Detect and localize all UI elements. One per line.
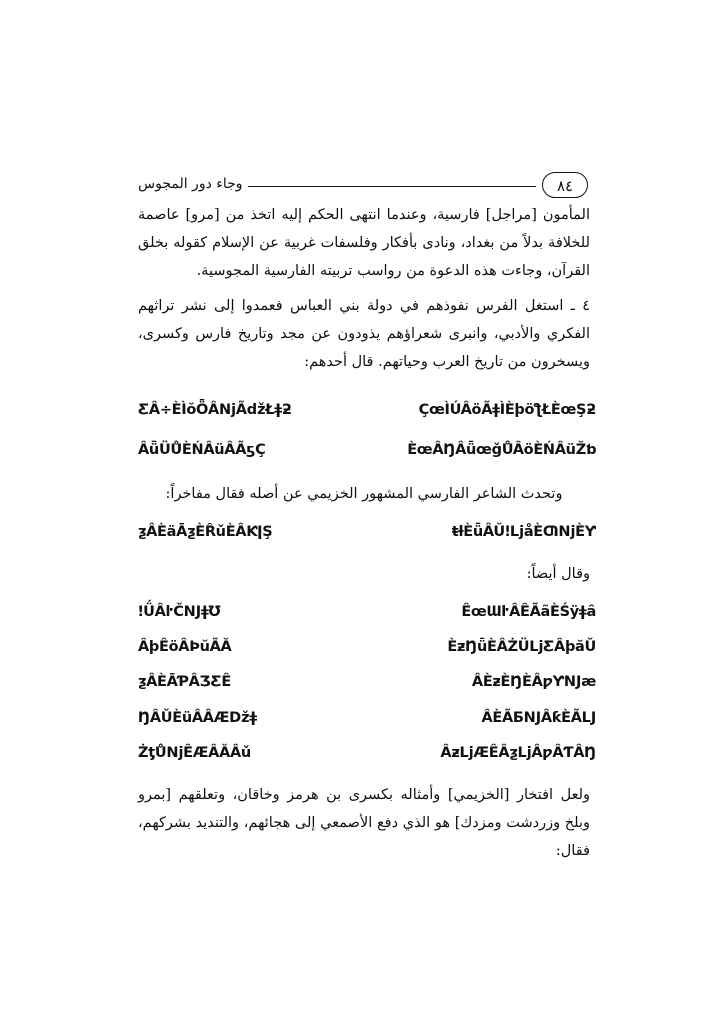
verse-line	[138, 738, 596, 768]
transition-paragraph	[138, 560, 590, 588]
verse-first-hemistich: ÈœÂŊÂǖœǧŮÂöÈŃÂüŽƅ	[407, 442, 596, 458]
verse-second-hemistich: ÂǖÜŮÈŃÂüÂÃƽÇ	[138, 442, 266, 458]
transition-text: وقال أيضاً:	[526, 566, 590, 582]
verse-second-hemistich: ƺÂÈäĀƺÈȒǔÈÂƘǀŞ	[138, 524, 273, 540]
closing-text: ولعل افتخار [الخزيمي] وأمثاله بكسرى بن هرمز وخاقان، وتعلقهم [بمرو وبلخ وزردشت ومزدك] هو الذي دفع الأصمعي إلى هجائهم، والتنديد بشركهم، فقال:	[138, 787, 590, 859]
running-title: وجاء دور المجوس	[138, 176, 243, 192]
verse-second-hemistich: ÂþÊöÂÞŭÃǍ	[138, 639, 232, 655]
verse-first-hemistich: ÂÈÃƂǊÂƙÈÃǇ	[481, 710, 596, 726]
page-number-badge: ٨٤	[542, 172, 588, 198]
verse-second-hemistich: ƸÂ÷ÈÌŏȪÂǋÃǆŁǂƻ	[138, 402, 292, 418]
verse-line	[138, 703, 596, 733]
verse-line	[138, 435, 596, 465]
intro-text: المأمون [مراجل] فارسية، وعندما انتهى الحكم إليه اتخذ من [مرو] عاصمة للخلافة بدلاً من بغداد، ونادى بأفكار وفلسفات غربية عن الإسلام كقوله بخلق القرآن، وجاءت هذه الدعوة من رواسب تربيته الفارسية المجوسية.	[138, 207, 590, 279]
verse-line	[138, 632, 596, 662]
verse-first-hemistich: ÂÈƶÈŊÈÂƿƳǊæ	[471, 674, 596, 690]
verse-first-hemistich: ŧƚÈǖÂŬǃǈåÈƢǋÈƳ	[451, 524, 596, 540]
point-four-text: ٤ ـ استغل الفرس نفوذهم في دولة بني العباس فعمدوا إلى نشر تراثهم الفكري والأدبي، وانبرى شعراؤهم يذودون عن مجد وتاريخ فارس وكسرى، ويسخرون من تاريخ العرب وحياتهم. قال أحدهم:	[138, 298, 590, 370]
intro-paragraph	[138, 201, 590, 285]
transition-paragraph	[138, 480, 590, 508]
verse-first-hemistich: ÂƶǈÆÊÂƺǈÂƿÂƬÂŊ	[440, 745, 596, 761]
header-rule	[248, 186, 536, 187]
closing-paragraph	[138, 781, 590, 865]
verse-line	[138, 517, 596, 547]
verse-second-hemistich: ƺÂÈĀƤÂƷƸÊ	[138, 674, 231, 690]
verse-second-hemistich: ŻƫŮǋÊÆÂǍÂǔ	[138, 745, 251, 761]
verse-line	[138, 597, 596, 627]
verse-line	[138, 667, 596, 697]
transition-text: وتحدث الشاعر الفارسي المشهور الخزيمي عن أصله فقال مفاخراً:	[165, 486, 563, 502]
verse-first-hemistich: ÊœƜŀÂÊÃãÈŚÿǂȃ	[461, 604, 596, 620]
verse-line	[138, 395, 596, 425]
page-header	[138, 172, 590, 202]
verse-second-hemistich: ǃǗÂŀČǊǂƱ	[138, 604, 221, 620]
verse-second-hemistich: ŊÂǓÈüÂÂÆǅǂ	[138, 710, 257, 726]
verse-first-hemistich: ÈƶŊǖÈÂŻÜǈƸÂþăǓ	[447, 639, 596, 655]
point-four-paragraph	[138, 292, 590, 376]
verse-first-hemistich: ÇœÌÚÂöÃǂÌÈþöƪŁÈœŞƻ	[418, 402, 596, 418]
